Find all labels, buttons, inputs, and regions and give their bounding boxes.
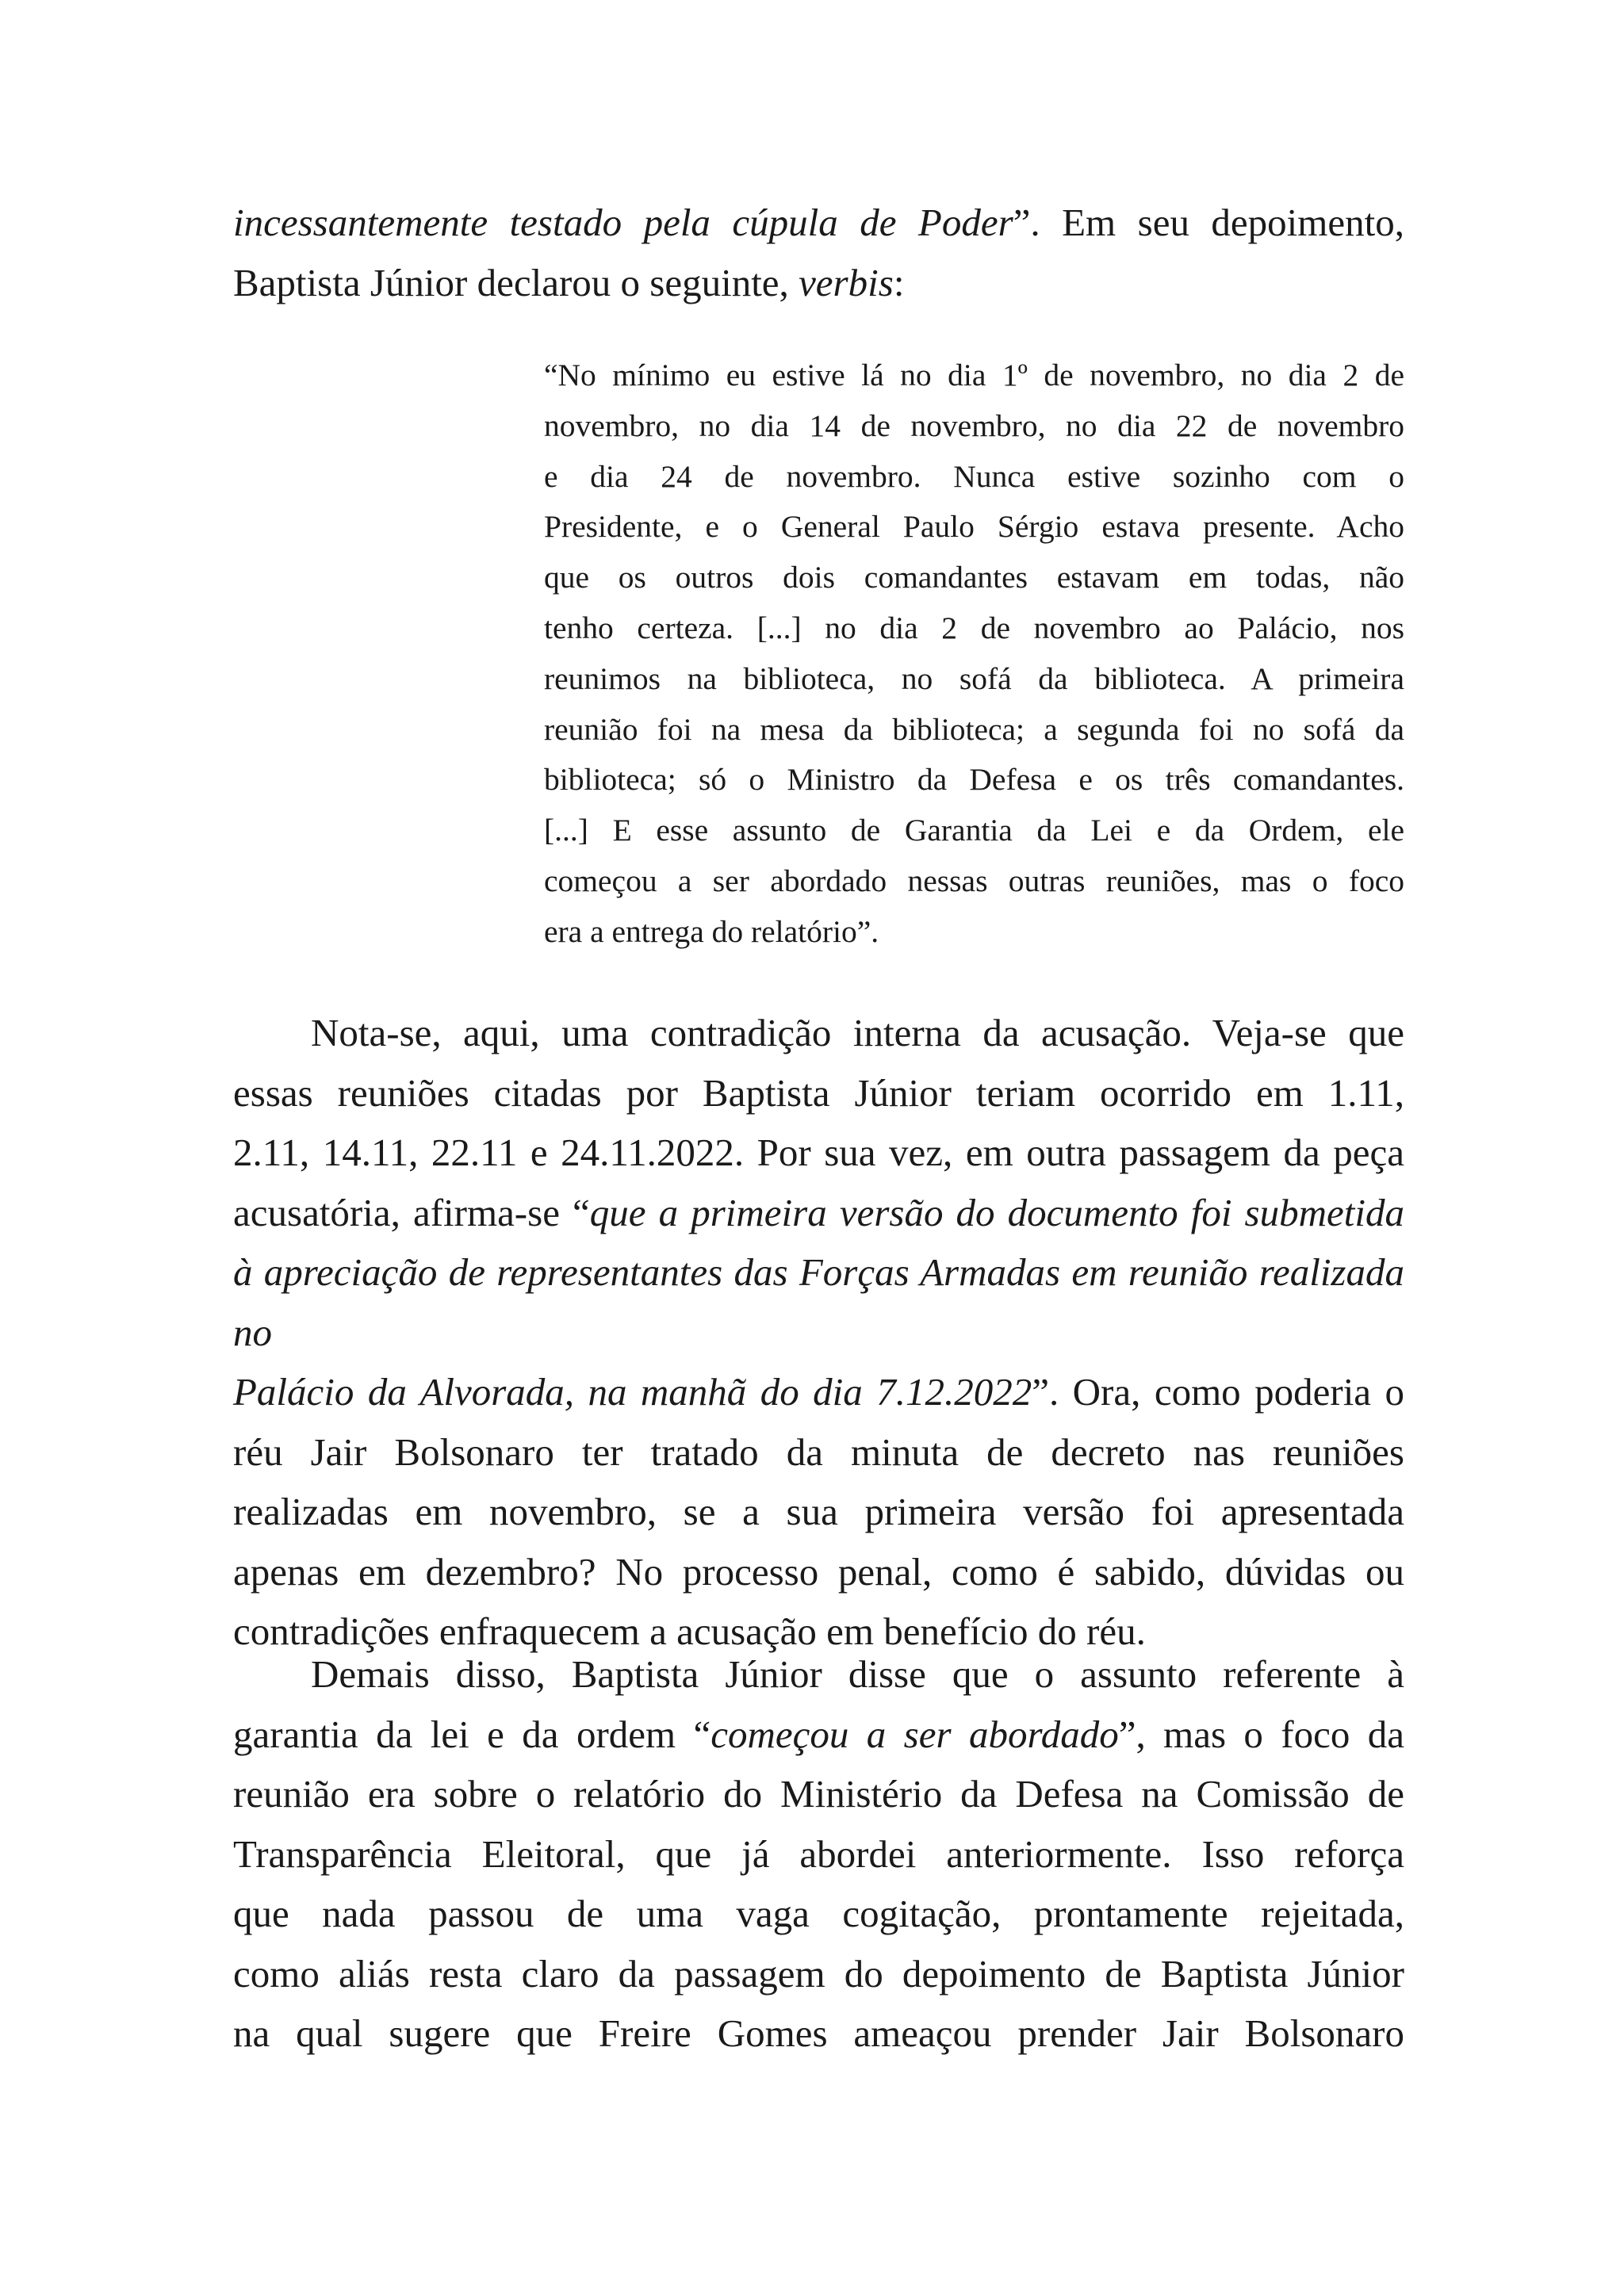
text-line: réu Jair Bolsonaro ter tratado da minuta de decreto nas reuniões: [233, 1429, 1404, 1474]
text-line: Transparência Eleitoral, que já abordei anteriormente. Isso reforça: [233, 1831, 1404, 1876]
quote-line: tenho certeza. [...] no dia 2 de novembro ao Palácio, nos: [544, 610, 1404, 645]
italic-citation: que a primeira versão do documento foi submetida: [589, 1190, 1404, 1234]
quote-line: era a entrega do relatório”.: [544, 913, 879, 949]
quote-line: que os outros dois comandantes estavam em todas, não: [544, 560, 1404, 595]
quote-line: e dia 24 de novembro. Nunca estive sozinho com o: [544, 458, 1404, 494]
italic-citation: Palácio da Alvorada, na manhã do dia 7.12.2022: [233, 1370, 1032, 1414]
text-segment: garantia da lei e da ordem “: [233, 1712, 711, 1756]
text-segment: acusatória, afirma-se “: [233, 1190, 590, 1234]
italic-citation: incessantemente testado pela cúpula de Poder: [233, 201, 1013, 244]
italic-term: verbis: [799, 260, 894, 304]
text-line: [233, 253, 1404, 313]
text-segment: ”. Em seu depoimento,: [1013, 201, 1404, 244]
text-segment: ”, mas o foco da: [1118, 1712, 1404, 1756]
text-line: realizadas em novembro, se a sua primeira versão foi apresentada: [233, 1490, 1404, 1533]
text-line: [233, 1183, 1404, 1243]
text-line: Nota-se, aqui, uma contradição interna da acusação. Veja-se que: [311, 1011, 1404, 1054]
text-line: [233, 1705, 1404, 1765]
quote-line: reunimos na biblioteca, no sofá da biblioteca. A primeira: [544, 660, 1404, 696]
text-segment: :: [893, 260, 905, 304]
quote-line: [...] E esse assunto de Garantia da Lei e da Ordem, ele: [544, 813, 1404, 848]
text-line: [233, 193, 1404, 253]
paragraph-garantia: [233, 1644, 1404, 2064]
text-line: como aliás resta claro da passagem do depoimento de Baptista Júnior: [233, 1951, 1404, 1996]
text-line: apenas em dezembro? No processo penal, como é sabido, dúvidas ou: [233, 1549, 1404, 1594]
text-segment: ”. Ora, como poderia o: [1032, 1370, 1404, 1414]
italic-citation: à apreciação de representantes das Forças Armadas em reunião realizada no: [233, 1250, 1404, 1354]
quote-line: Presidente, e o General Paulo Sérgio estava presente. Acho: [544, 509, 1404, 545]
text-line: 2.11, 14.11, 22.11 e 24.11.2022. Por sua vez, em outra passagem da peça: [233, 1131, 1404, 1174]
quote-line: novembro, no dia 14 de novembro, no dia 22 de novembro: [544, 408, 1404, 443]
quote-line: biblioteca; só o Ministro da Defesa e os três comandantes.: [544, 762, 1404, 798]
testimony-quote: [544, 350, 1404, 958]
text-segment: Baptista Júnior declarou o seguinte,: [233, 260, 799, 304]
quote-line: começou a ser abordado nessas outras reuniões, mas o foco: [544, 863, 1404, 898]
quote-line: reunião foi na mesa da biblioteca; a segunda foi no sofá da: [544, 711, 1404, 747]
text-line: [233, 1362, 1404, 1422]
text-line: essas reuniões citadas por Baptista Júnior teriam ocorrido em 1.11,: [233, 1070, 1404, 1115]
text-line: que nada passou de uma vaga cogitação, prontamente rejeitada,: [233, 1892, 1404, 1935]
text-line: na qual sugere que Freire Gomes ameaçou prender Jair Bolsonaro: [233, 2011, 1404, 2055]
italic-citation: começou a ser abordado: [710, 1712, 1119, 1756]
text-line: Demais disso, Baptista Júnior disse que o assunto referente à: [311, 1652, 1404, 1696]
text-line: reunião era sobre o relatório do Ministério da Defesa na Comissão de: [233, 1772, 1404, 1816]
paragraph-contradiction: [233, 1003, 1404, 1662]
text-line: [233, 1242, 1404, 1362]
quote-line: “No mínimo eu estive lá no dia 1º de novembro, no dia 2 de: [544, 358, 1404, 392]
paragraph-intro: [233, 193, 1404, 312]
text-line: contradições enfraquecem a acusação em benefício do réu.: [233, 1609, 1146, 1653]
